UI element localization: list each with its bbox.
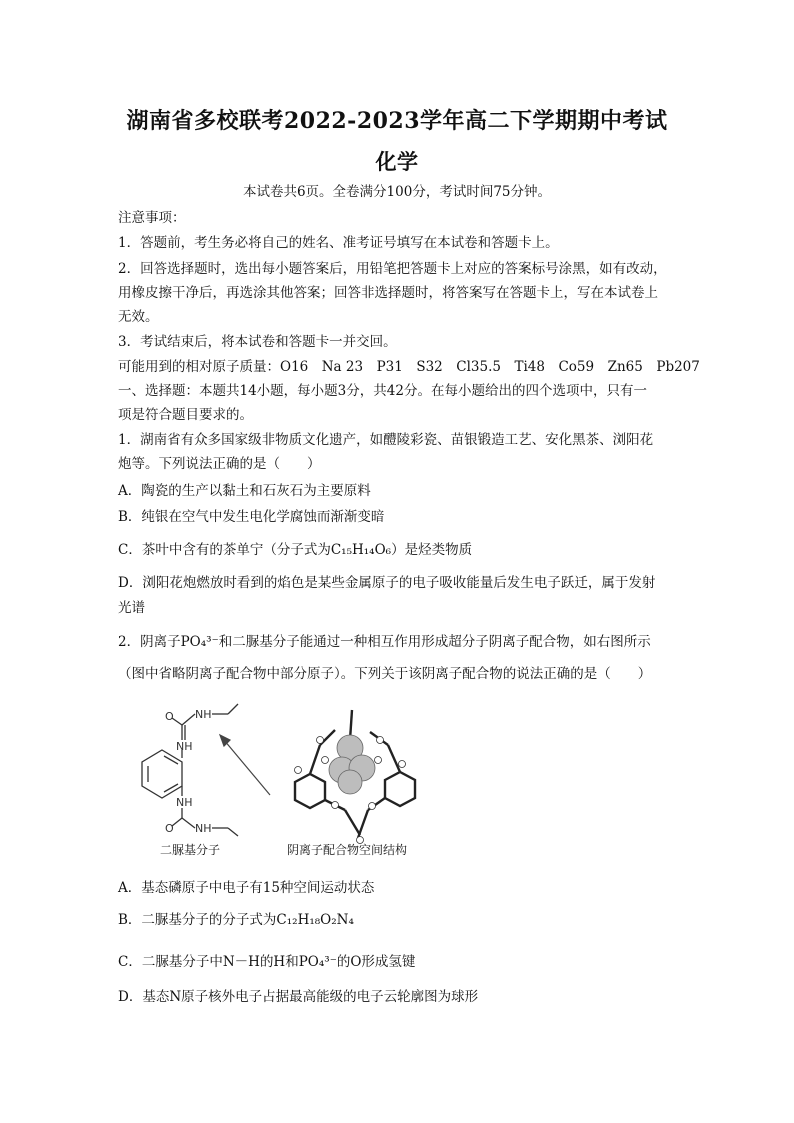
q2-option-d: D．基态N原子核外电子占据最高能级的电子云轮廓图为球形: [118, 989, 479, 1005]
q2-stem-line1: [118, 632, 688, 652]
note-2-line3: 无效。: [118, 309, 159, 325]
q2-stem-line2: （图中省略阴离子配合物中部分原子）。下列关于该阴离子配合物的说法正确的是（ ）: [118, 666, 652, 682]
note-2-line1: 2．回答选择题时，选出每小题答案后，用铅笔把答题卡上对应的答案标号涂黑，如有改动，: [118, 261, 667, 277]
fig-label-diurea: 二脲基分子: [160, 843, 221, 857]
q1-option-b: B．纯银在空气中发生电化学腐蚀而渐渐变暗: [118, 509, 385, 525]
q1-option-d-line1: D．浏阳花炮燃放时看到的焰色是某些金属原子的电子吸收能量后发生电子跃迁，属于发射: [118, 575, 656, 591]
q2-option-b-pre: B．二脲基分子的分子式为: [118, 912, 277, 928]
q2-ion: PO₄³⁻: [180, 634, 219, 650]
q1-option-a: A．陶瓷的生产以黏土和石灰石为主要原料: [118, 483, 371, 499]
q1-option-c-post: ）是烃类物质: [391, 542, 473, 558]
q2-option-b: [118, 910, 688, 930]
exam-info: 本试卷共6页。全卷满分100分，考试时间75分钟。: [242, 184, 552, 200]
note-2-line2: 用橡皮擦干净后，再选涂其他答案；回答非选择题时，将答案写在答题卡上，写在本试卷上: [118, 285, 658, 301]
phosphate-spheres: [329, 735, 375, 794]
subject-title: 化学: [375, 149, 419, 174]
q1-option-d-line2: 光谱: [118, 600, 145, 616]
notes-heading: 注意事项：: [118, 210, 186, 226]
q1-stem-line1: 1．湖南省有众多国家级非物质文化遗产，如醴陵彩瓷、苗银锻造工艺、安化黑茶、浏阳花: [118, 432, 654, 448]
note-3: 3．考试结束后，将本试卷和答题卡一并交回。: [118, 334, 397, 350]
atom-nh-ring-bottom: NH: [176, 796, 193, 809]
arrow-icon: [220, 735, 270, 795]
q2-option-c-post: 的O形成氢键: [336, 954, 416, 970]
fig-label-complex: 阴离子配合物空间结构: [287, 843, 408, 857]
q2-stem-post: 和二脲基分子能通过一种相互作用形成超分子阴离子配合物，如右图所示: [218, 634, 651, 650]
atom-o-top: O: [165, 710, 174, 723]
atomic-mass: 可能用到的相对原子质量：O16 Na 23 P31 S32 Cl35.5 Ti48 Co59 Zn65 Pb207: [118, 359, 700, 375]
q1-option-c-formula: C₁₅H₁₄O₆: [330, 542, 392, 558]
q2-option-c-mid: 的H和: [259, 954, 299, 970]
section1-heading-line2: 项是符合题目要求的。: [118, 407, 253, 423]
atom-nh-top: NH: [195, 708, 212, 721]
section1-heading-line1: 一、选择题：本题共14小题，每小题3分，共42分。在每小题给出的四个选项中，只有一: [118, 383, 647, 399]
note-1: 1．答题前，考生务必将自己的姓名、准考证号填写在本试卷和答题卡上。: [118, 235, 559, 251]
q2-figure: [120, 700, 430, 862]
q2-option-c-ion: PO₄³⁻: [298, 954, 337, 970]
q2-option-a: A．基态磷原子中电子有15种空间运动状态: [118, 880, 375, 896]
q1-option-c: [118, 540, 688, 560]
q2-option-b-formula: C₁₂H₁₈O₂N₄: [276, 912, 354, 928]
atom-o-bottom: O: [165, 822, 174, 835]
atom-nh-bottom: NH: [195, 822, 212, 835]
q2-stem-pre: 2．阴离子: [118, 634, 181, 650]
atom-nh-ring-top: NH: [176, 740, 193, 753]
q1-stem-line2: 炮等。下列说法正确的是（ ）: [118, 456, 321, 472]
exam-title: 湖南省多校联考2022-2023学年高二下学期期中考试: [126, 108, 668, 134]
q2-option-c: [118, 952, 688, 972]
diurea-structure: [142, 704, 238, 836]
q2-option-c-bond: N－H: [222, 954, 260, 970]
q2-option-c-pre: C．二脲基分子中: [118, 954, 223, 970]
q1-option-c-pre: C．茶叶中含有的茶单宁（分子式为: [118, 542, 331, 558]
